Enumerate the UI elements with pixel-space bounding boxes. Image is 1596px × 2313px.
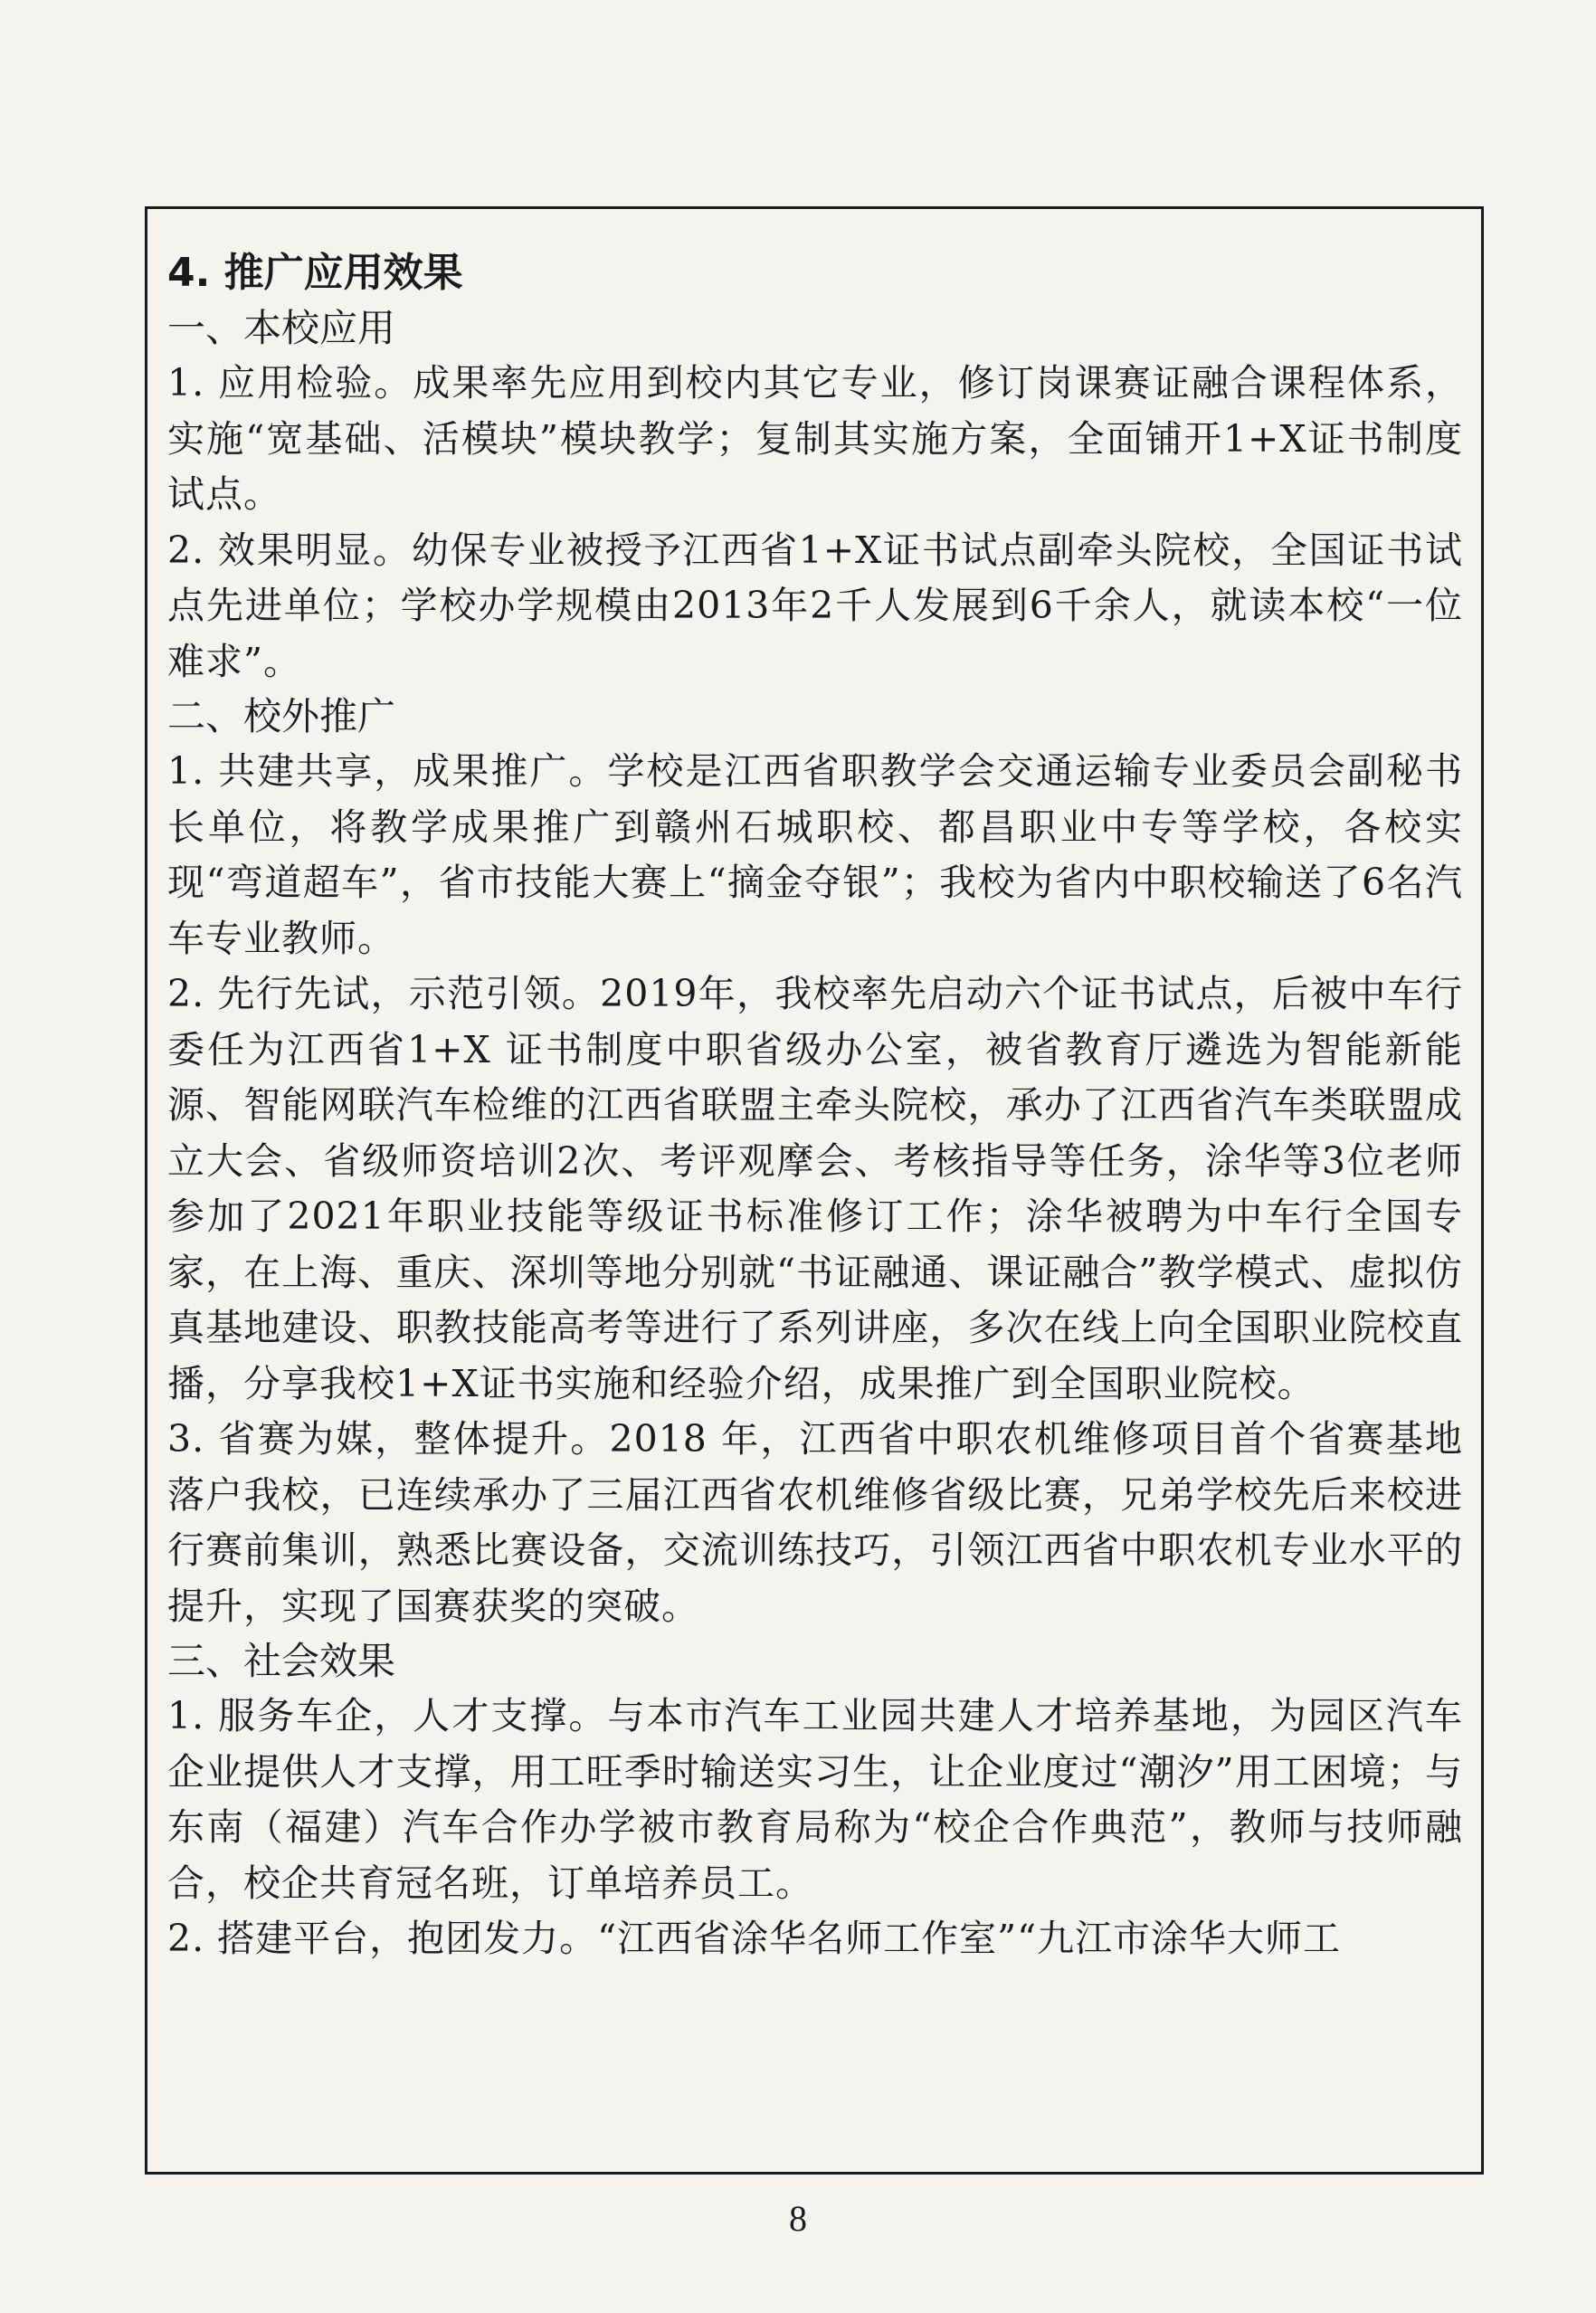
paragraph-application-test: 1. 应用检验。成果率先应用到校内其它专业，修订岗课赛证融合课程体系，实施“宽基础、活模块”模块教学；复制其实施方案，全面铺开1+X证书制度试点。 — [167, 361, 1463, 516]
paragraph-provincial-competition: 3. 省赛为媒，整体提升。2018 年，江西省中职农机维修项目首个省赛基地落户我校，已连续承办了三届江西省农机维修省级比赛，兄弟学校先后来校进行赛前集训，熟悉比赛设备，交流训练技巧，引领江西省中职农机专业水平的提升，实现了国赛获奖的突破。 — [167, 1417, 1463, 1628]
subsection-title-social-effect: 三、社会效果 — [167, 1639, 396, 1683]
paragraph-obvious-effect: 2. 效果明显。幼保专业被授予江西省1+X证书试点副牵头院校，全国证书试点先进单位；学校办学规模由2013年2千人发展到6千余人，就读本校“一位难求”。 — [167, 528, 1463, 683]
paragraph-build-platform: 2. 搭建平台，抱团发力。“江西省涂华名师工作室”“九江市涂华大师工 — [167, 1917, 1342, 1960]
paragraph-pilot-demonstration: 2. 先行先试，示范引领。2019年，我校率先启动六个证书试点，后被中车行委任为江西省1+X 证书制度中职省级办公室，被省教育厅遴选为智能新能源、智能网联汽车检维的江西省联盟主牵头院校，承办了江西省汽车类联盟成立大会、省级师资培训2次、考评观摩会、考核指导等任务，涂华等3位老师参加了2021年职业技能等级证书标准修订工作；涂华被聘为中车行全国专家，在上海、重庆、深圳等地分别就“书证融通、课证融合”教学模式、虚拟仿真基地建设、职教技能高考等进行了系列讲座，多次在线上向全国职业院校直播，分享我校1+X证书实施和经验介绍，成果推广到全国职业院校。 — [167, 972, 1463, 1405]
subsection-title-local-application: 一、本校应用 — [167, 306, 396, 350]
paragraph-serve-car-enterprises: 1. 服务车企，人才支撑。与本市汽车工业园共建人才培养基地，为园区汽车企业提供人才支撑，用工旺季时输送实习生，让企业度过“潮汐”用工困境；与东南（福建）汽车合作办学被市教育局称为“校企合作典范”，教师与技师融合，校企共育冠名班，订单培养员工。 — [167, 1694, 1463, 1905]
page-number: 8 — [789, 2198, 807, 2239]
section-heading: 4. 推广应用效果 — [167, 250, 463, 296]
bordered-content-frame — [145, 206, 1484, 2175]
paragraph-co-build-share: 1. 共建共享，成果推广。学校是江西省职教学会交通运输专业委员会副秘书长单位，将教学成果推广到赣州石城职校、都昌职业中专等学校，各校实现“弯道超车”，省市技能大赛上“摘金夺银”；我校为省内中职校输送了6名汽车专业教师。 — [167, 749, 1463, 960]
subsection-title-external-promotion: 二、校外推广 — [167, 694, 396, 738]
